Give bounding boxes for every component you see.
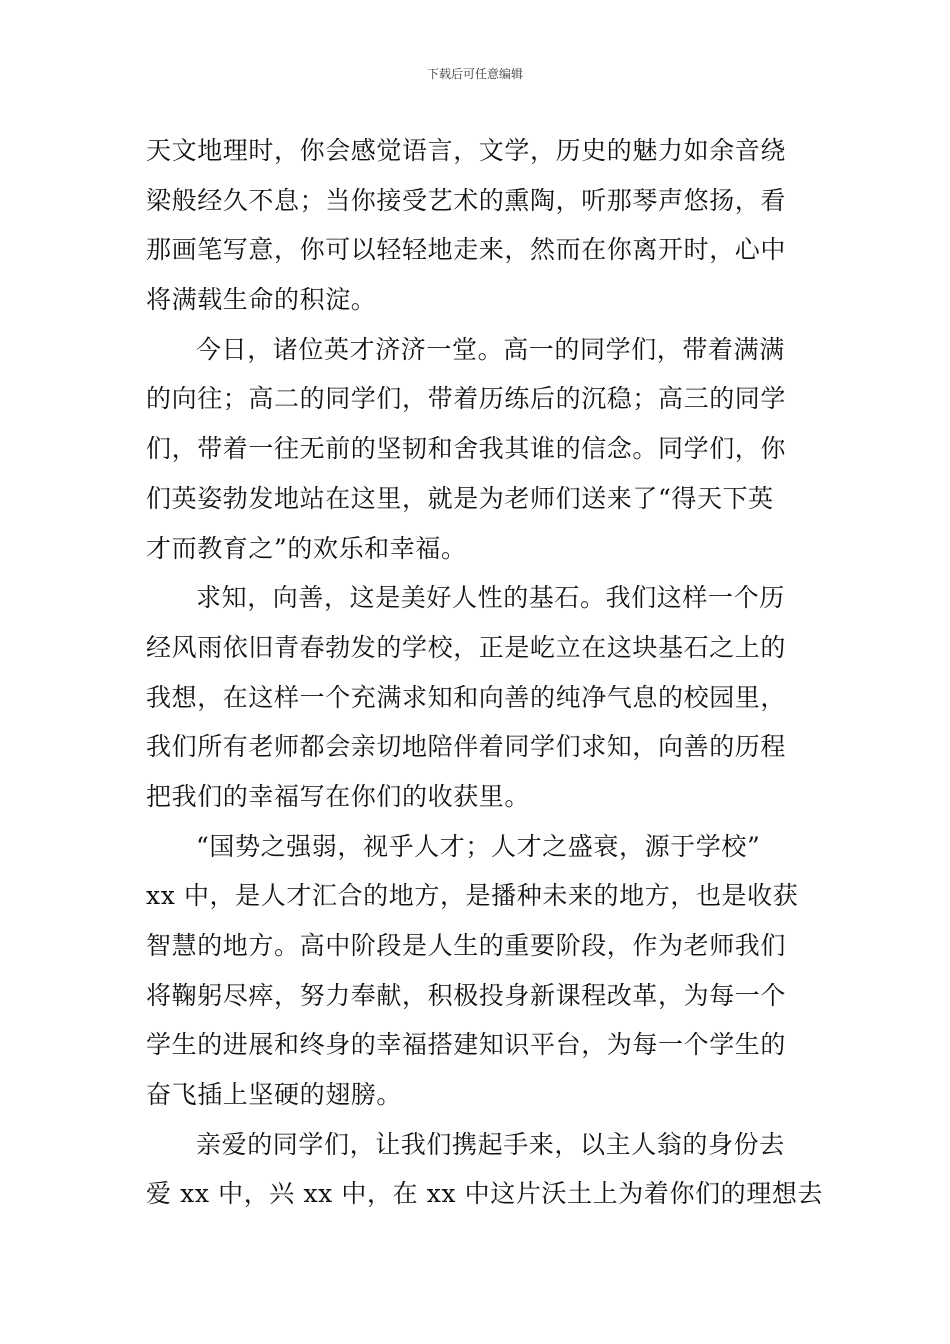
text-line: 将鞠躬尽瘁，努力奉献，积极投身新课程改革，为每一个: [146, 980, 787, 1010]
text-line: 的向往；高二的同学们，带着历练后的沉稳；高三的同学: [146, 384, 787, 414]
text-line: 那画笔写意，你可以轻轻地走来，然而在你离开时，心中: [146, 235, 787, 265]
text-line: 爱 xx 中，兴 xx 中，在 xx 中这片沃土上为着你们的理想去: [146, 1179, 824, 1209]
paragraph-first-line: 今日，诸位英才济济一堂。高一的同学们，带着满满: [196, 334, 785, 364]
header-note: 下载后可任意编辑: [426, 67, 523, 81]
paragraph-first-line: 求知，向善，这是美好人性的基石。我们这样一个历: [196, 583, 785, 613]
paragraph-first-line: “国势之强弱，视乎人才；人才之盛衰，源于学校”: [196, 831, 761, 861]
text-line: 将满载生命的积淀。: [146, 285, 377, 315]
text-line: 经风雨依旧青春勃发的学校，正是屹立在这块基石之上的: [146, 632, 787, 662]
text-line: 才而教育之”的欢乐和幸福。: [146, 533, 467, 563]
text-line: 天文地理时，你会感觉语言，文学，历史的魅力如余音绕: [146, 136, 787, 165]
text-line: 奋飞插上坚硬的翅膀。: [146, 1080, 403, 1110]
text-line: 我们所有老师都会亲切地陪伴着同学们求知，向善的历程: [146, 732, 787, 762]
text-line: 们英姿勃发地站在这里，就是为老师们送来了“得天下英: [146, 483, 774, 513]
document-body: [146, 126, 824, 1219]
paragraph-first-line: 亲爱的同学们，让我们携起手来，以主人翁的身份去: [196, 1129, 785, 1159]
text-line: 把我们的幸福写在你们的收获里。: [146, 781, 531, 811]
text-line: 学生的进展和终身的幸福搭建知识平台，为每一个学生的: [146, 1030, 787, 1060]
text-line: 梁般经久不息；当你接受艺术的熏陶，听那琴声悠扬，看: [146, 185, 787, 215]
text-line: 智慧的地方。高中阶段是人生的重要阶段，作为老师我们: [146, 931, 787, 960]
text-line: xx 中，是人才汇合的地方，是播种未来的地方，也是收获: [146, 881, 799, 911]
text-line: 们，带着一往无前的坚韧和舍我其谁的信念。同学们，你: [146, 434, 787, 464]
text-line: 我想，在这样一个充满求知和向善的纯净气息的校园里，: [146, 682, 787, 712]
